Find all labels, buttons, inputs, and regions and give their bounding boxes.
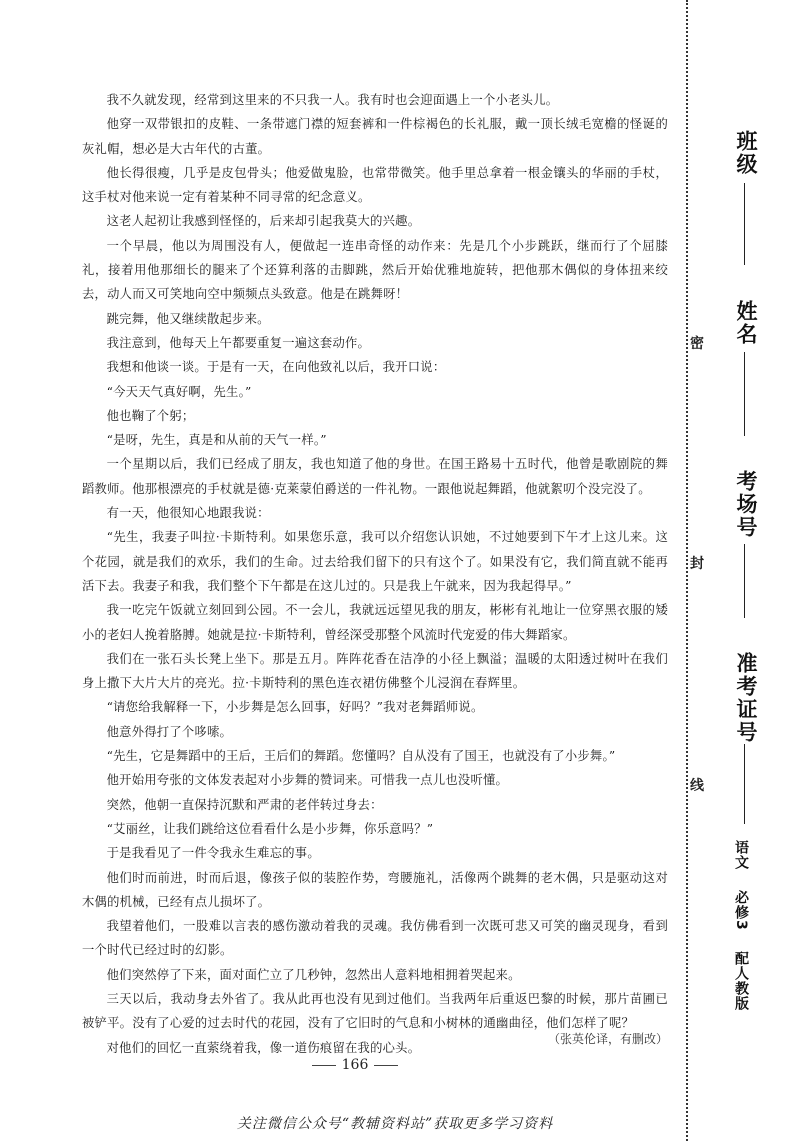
paragraph: 他们时而前进，时而后退，像孩子似的装腔作势，弯腰施礼，活像两个跳舞的老木偶，只是驱动这对木偶的机械，已经有点儿损坏了。 — [82, 870, 668, 909]
paragraph: 我不久就发现，经常到这里来的不只我一人。我有时也会迎面遇上一个小老头儿。 — [106, 93, 559, 107]
paragraph: 他们突然停了下来，面对面伫立了几秒钟，忽然出人意料地相拥着哭起来。 — [106, 967, 521, 982]
paragraph: “请您给我解释一下，小步舞是怎么回事，好吗？”我对老舞蹈师说。 — [106, 700, 484, 715]
name-field-line — [744, 352, 745, 436]
name-field-label: 姓名 — [734, 300, 758, 346]
subject-label — [731, 840, 751, 1025]
paragraph: 一个星期以后，我们已经成了朋友，我也知道了他的身世。在国王路易十五时代，他曾是歌剧院的舞蹈教师。他那根漂亮的手杖就是德·克莱蒙伯爵送的一件礼物。一跟他说起舞蹈，他就絮叨个没完没了。 — [82, 457, 668, 496]
paragraph: 我注意到，他每天上午都要重复一遍这套动作。 — [106, 335, 371, 350]
paragraph: 他意外得打了个哆嗦。 — [106, 724, 233, 739]
paragraph: 我望着他们，一股难以言表的感伤激动着我的灵魂。我仿佛看到一次既可悲又可笑的幽灵现身，看到一个时代已经过时的幻影。 — [82, 919, 668, 958]
subject-edition: 配人教版 — [733, 950, 749, 1011]
exam-room-field-line — [744, 544, 745, 618]
seal-marker-mi: 密 — [690, 336, 704, 352]
divider — [374, 1065, 398, 1066]
paragraph: 他穿一双带银扣的皮鞋、一条带遮门襟的短套裤和一件棕褐色的长礼服，戴一顶长绒毛宽檐的怪诞的灰礼帽，想必是大古年代的古董。 — [82, 117, 668, 156]
paragraph: “先生，它是舞蹈中的王后，王后们的舞蹈。您懂吗？自从没有了国王，也就没有了小步舞。” — [106, 749, 616, 764]
paragraph: 他开始用夸张的文体发表起对小步舞的赞词来。可惜我一点儿也没听懂。 — [106, 773, 509, 788]
admission-number-field-label: 准考证号 — [734, 652, 758, 744]
subject-name: 语文 — [733, 840, 749, 870]
paragraph: 于是我看见了一件令我永生难忘的事。 — [106, 846, 320, 861]
paragraph: 三天以后，我动身去外省了。我从此再也没有见到过他们。当我两年后重返巴黎的时候，那片苗圃已被铲平。没有了心爱的过去时代的花园，没有了它旧时的气息和小树林的通幽曲径，他们怎样了呢？ — [82, 991, 668, 1031]
paragraph: 这老人起初让我感到怪怪的，后来却引起我莫大的兴趣。 — [106, 214, 421, 229]
paragraph: 一个早晨，他以为周围没有人，便做起一连串奇怪的动作来：先是几个小步跳跃，继而行了个屈膝礼，接着用他那细长的腿来了个还算利落的击脚跳，然后开始优雅地旋转，把他那木偶似的身体扭来绞去，动人而又可笑地向空中频频点头致意。他是在跳舞呀！ — [82, 238, 668, 302]
paragraph: “是呀，先生，真是和从前的天气一样。” — [106, 433, 327, 448]
seal-marker-feng: 封 — [690, 556, 704, 572]
exam-room-field-label: 考场号 — [734, 470, 758, 539]
binding-cut-line — [686, 0, 688, 1141]
seal-marker-xian: 线 — [690, 778, 704, 794]
subject-volume: 必修3 — [733, 889, 749, 931]
paragraph: 我想和他谈一谈。于是有一天，在向他致礼以后，我开口说： — [106, 360, 446, 375]
paragraph: 我一吃完午饭就立刻回到公园。不一会儿，我就远远望见我的朋友，彬彬有礼地让一位穿黑衣服的矮小的老妇人挽着胳膊。她就是拉·卡斯特利，曾经深受那整个风流时代宠爱的伟大舞蹈家。 — [82, 603, 668, 642]
paragraph: “今天天气真好啊，先生。” — [106, 384, 252, 399]
paragraph: 他也鞠了个躬； — [106, 408, 195, 423]
divider — [312, 1065, 336, 1066]
page-number — [300, 1057, 410, 1073]
footer-note: 关注微信公众号“教辅资料站”获取更多学习资料 — [236, 1116, 554, 1132]
paragraph: 跳完舞，他又继续散起步来。 — [106, 311, 270, 326]
paragraph: 对他们的回忆一直萦绕着我，像一道伤痕留在我的心头。 — [106, 1040, 421, 1055]
paragraph: 有一天，他很知心地跟我说： — [106, 506, 270, 521]
paragraph: 他长得很瘦，几乎是皮包骨头；他爱做鬼脸，也常带微笑。他手里总拿着一根金镶头的华丽的手杖，这手杖对他来说一定有着某种不同寻常的纪念意义。 — [82, 165, 668, 205]
page-number-value: 166 — [341, 1057, 369, 1073]
paragraph: 我们在一张石头长凳上坐下。那是五月。阵阵花香在洁净的小径上飘溢；温暖的太阳透过树叶在我们身上撒下大片大片的亮光。拉·卡斯特利的黑色连衣裙仿佛整个儿浸润在春辉里。 — [82, 651, 668, 691]
paragraph: “先生，我妻子叫拉·卡斯特利。如果您乐意，我可以介绍您认识她，不过她要到下午才上这儿来。这个花园，就是我们的欢乐，我们的生命。过去给我们留下的只有这个了。如果没有它，我们简直就不能再活下去。我妻子和我，我们整个下午都是在这儿过的。只是我上午就来，因为我起得早。” — [82, 530, 668, 593]
translation-source: （张英伦译，有删改） — [547, 1032, 668, 1046]
class-field-line — [744, 183, 745, 265]
paragraph: “艾丽丝，让我们跳给这位看看什么是小步舞，你乐意吗？” — [106, 821, 434, 836]
class-field-label: 班级 — [734, 130, 758, 176]
article-body — [82, 88, 668, 1060]
admission-number-field-line — [744, 744, 745, 824]
paragraph: 突然，他朝一直保持沉默和严肃的老伴转过身去： — [106, 797, 383, 812]
